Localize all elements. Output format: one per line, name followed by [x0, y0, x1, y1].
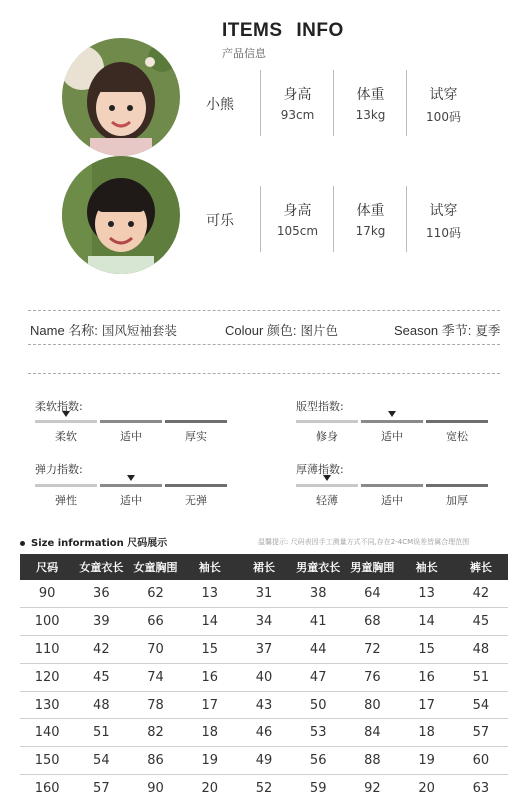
- table-cell: 16: [400, 663, 454, 691]
- table-cell: 84: [345, 719, 399, 747]
- table-cell: 82: [128, 719, 182, 747]
- fit-index-label: 版型指数:: [296, 400, 344, 413]
- scale-segment: [296, 420, 358, 423]
- table-cell: 140: [20, 719, 74, 747]
- scale-option-label: 适中: [120, 430, 142, 443]
- table-cell: 16: [183, 663, 237, 691]
- table-cell: 18: [183, 719, 237, 747]
- table-cell: 13: [183, 580, 237, 608]
- table-cell: 76: [345, 663, 399, 691]
- table-cell: 74: [128, 663, 182, 691]
- table-cell: 57: [74, 775, 128, 800]
- model-name: 可乐: [206, 213, 234, 229]
- header-title: ITEMS INFO: [222, 20, 344, 41]
- table-cell: 59: [291, 775, 345, 800]
- table-cell: 48: [454, 636, 508, 664]
- table-cell: 130: [20, 691, 74, 719]
- table-row: [20, 636, 508, 664]
- elasticity-index-label: 弹力指数:: [35, 463, 83, 476]
- table-cell: 68: [345, 608, 399, 636]
- table-row: [20, 691, 508, 719]
- table-cell: 17: [400, 691, 454, 719]
- table-cell: 56: [291, 747, 345, 775]
- table-cell: 40: [237, 663, 291, 691]
- selected-marker-icon: [323, 475, 331, 481]
- model-stat-size: 试穿 100码: [406, 70, 480, 136]
- table-row: [20, 775, 508, 800]
- table-cell: 43: [237, 691, 291, 719]
- scale-option-label: 适中: [381, 430, 403, 443]
- product-name: Name 名称: 国风短袖套装: [30, 323, 177, 338]
- scale-option-label: 弹性: [55, 494, 77, 507]
- table-cell: 17: [183, 691, 237, 719]
- table-cell: 34: [237, 608, 291, 636]
- thickness-index-label: 厚薄指数:: [296, 463, 344, 476]
- table-cell: 42: [454, 580, 508, 608]
- column-header: 尺码: [20, 554, 74, 580]
- scale-option-label: 轻薄: [316, 494, 338, 507]
- table-row: [20, 608, 508, 636]
- table-cell: 66: [128, 608, 182, 636]
- scale-segment: [100, 484, 162, 487]
- table-cell: 160: [20, 775, 74, 800]
- column-header: 女童衣长: [74, 554, 128, 580]
- scale-option-label: 厚实: [185, 430, 207, 443]
- scale-option-label: 修身: [316, 430, 338, 443]
- table-cell: 18: [400, 719, 454, 747]
- scale-option-label: 无弹: [185, 494, 207, 507]
- scale-option-label: 柔软: [55, 430, 77, 443]
- scale-segment: [165, 420, 227, 423]
- table-cell: 45: [454, 608, 508, 636]
- softness-index-label: 柔软指数:: [35, 400, 83, 413]
- table-cell: 92: [345, 775, 399, 800]
- divider: [28, 373, 500, 374]
- table-row: [20, 580, 508, 608]
- model-stat-size: 试穿 110码: [406, 186, 480, 252]
- header-subtitle: 产品信息: [222, 47, 266, 60]
- scale-option-label: 加厚: [446, 494, 468, 507]
- table-cell: 150: [20, 747, 74, 775]
- table-cell: 64: [345, 580, 399, 608]
- table-cell: 54: [74, 747, 128, 775]
- table-cell: 41: [291, 608, 345, 636]
- table-cell: 15: [183, 636, 237, 664]
- column-header: 袖长: [183, 554, 237, 580]
- bullet-icon: [20, 541, 25, 546]
- table-header-row: [20, 554, 508, 580]
- table-cell: 78: [128, 691, 182, 719]
- thickness-index-scale: [296, 484, 488, 507]
- scale-segment: [426, 484, 488, 487]
- table-cell: 44: [291, 636, 345, 664]
- selected-marker-icon: [62, 411, 70, 417]
- model-avatar-girl: [62, 38, 180, 156]
- divider: [28, 344, 500, 345]
- table-cell: 15: [400, 636, 454, 664]
- table-cell: 14: [183, 608, 237, 636]
- model-row-2: [190, 186, 510, 252]
- column-header: 女童胸围: [128, 554, 182, 580]
- model-name: 小熊: [206, 97, 234, 113]
- table-cell: 100: [20, 608, 74, 636]
- model-stat-weight: 体重 17kg: [333, 186, 407, 252]
- table-cell: 49: [237, 747, 291, 775]
- table-cell: 110: [20, 636, 74, 664]
- scale-segment: [100, 420, 162, 423]
- elasticity-index-scale: [35, 484, 227, 507]
- table-cell: 45: [74, 663, 128, 691]
- divider: [28, 310, 500, 311]
- scale-segment: [361, 420, 423, 423]
- scale-segment: [361, 484, 423, 487]
- size-table-note: 温馨提示: 尺码表因手工测量方式不同,存在2-4CM误差皆属合理范围: [258, 538, 470, 546]
- table-cell: 88: [345, 747, 399, 775]
- table-cell: 53: [291, 719, 345, 747]
- scale-segment: [35, 420, 97, 423]
- table-cell: 42: [74, 636, 128, 664]
- table-cell: 19: [400, 747, 454, 775]
- table-cell: 120: [20, 663, 74, 691]
- model-row-1: [190, 70, 510, 136]
- scale-segment: [296, 484, 358, 487]
- column-header: 裙长: [237, 554, 291, 580]
- scale-segment: [165, 484, 227, 487]
- scale-segment: [426, 420, 488, 423]
- table-cell: 90: [20, 580, 74, 608]
- table-cell: 72: [345, 636, 399, 664]
- table-cell: 60: [454, 747, 508, 775]
- selected-marker-icon: [388, 411, 396, 417]
- table-cell: 90: [128, 775, 182, 800]
- table-cell: 62: [128, 580, 182, 608]
- table-cell: 80: [345, 691, 399, 719]
- table-row: [20, 663, 508, 691]
- table-cell: 13: [400, 580, 454, 608]
- model-stat-weight: 体重 13kg: [333, 70, 407, 136]
- table-cell: 48: [74, 691, 128, 719]
- scale-option-label: 适中: [381, 494, 403, 507]
- table-cell: 52: [237, 775, 291, 800]
- table-cell: 36: [74, 580, 128, 608]
- table-cell: 47: [291, 663, 345, 691]
- table-row: [20, 719, 508, 747]
- model-stat-height: 身高 105cm: [260, 186, 334, 252]
- table-cell: 86: [128, 747, 182, 775]
- table-cell: 39: [74, 608, 128, 636]
- table-cell: 19: [183, 747, 237, 775]
- column-header: 袖长: [400, 554, 454, 580]
- table-cell: 51: [74, 719, 128, 747]
- table-cell: 70: [128, 636, 182, 664]
- selected-marker-icon: [127, 475, 135, 481]
- size-table: [20, 554, 508, 800]
- table-cell: 54: [454, 691, 508, 719]
- table-cell: 50: [291, 691, 345, 719]
- model-avatar-boy: [62, 156, 180, 274]
- product-season: Season 季节: 夏季: [394, 323, 501, 338]
- model-stat-height: 身高 93cm: [260, 70, 334, 136]
- column-header: 男童衣长: [291, 554, 345, 580]
- softness-index-scale: [35, 420, 227, 443]
- table-cell: 57: [454, 719, 508, 747]
- table-cell: 63: [454, 775, 508, 800]
- column-header: 裤长: [454, 554, 508, 580]
- table-cell: 51: [454, 663, 508, 691]
- scale-option-label: 宽松: [446, 430, 468, 443]
- fit-index-scale: [296, 420, 488, 443]
- table-cell: 38: [291, 580, 345, 608]
- table-row: [20, 747, 508, 775]
- table-cell: 20: [183, 775, 237, 800]
- table-cell: 14: [400, 608, 454, 636]
- scale-segment: [35, 484, 97, 487]
- column-header: 男童胸围: [345, 554, 399, 580]
- product-colour: Colour 颜色: 图片色: [225, 323, 339, 338]
- table-cell: 20: [400, 775, 454, 800]
- table-cell: 37: [237, 636, 291, 664]
- table-cell: 31: [237, 580, 291, 608]
- table-cell: 46: [237, 719, 291, 747]
- size-table-heading: Size information 尺码展示: [20, 534, 167, 549]
- scale-option-label: 适中: [120, 494, 142, 507]
